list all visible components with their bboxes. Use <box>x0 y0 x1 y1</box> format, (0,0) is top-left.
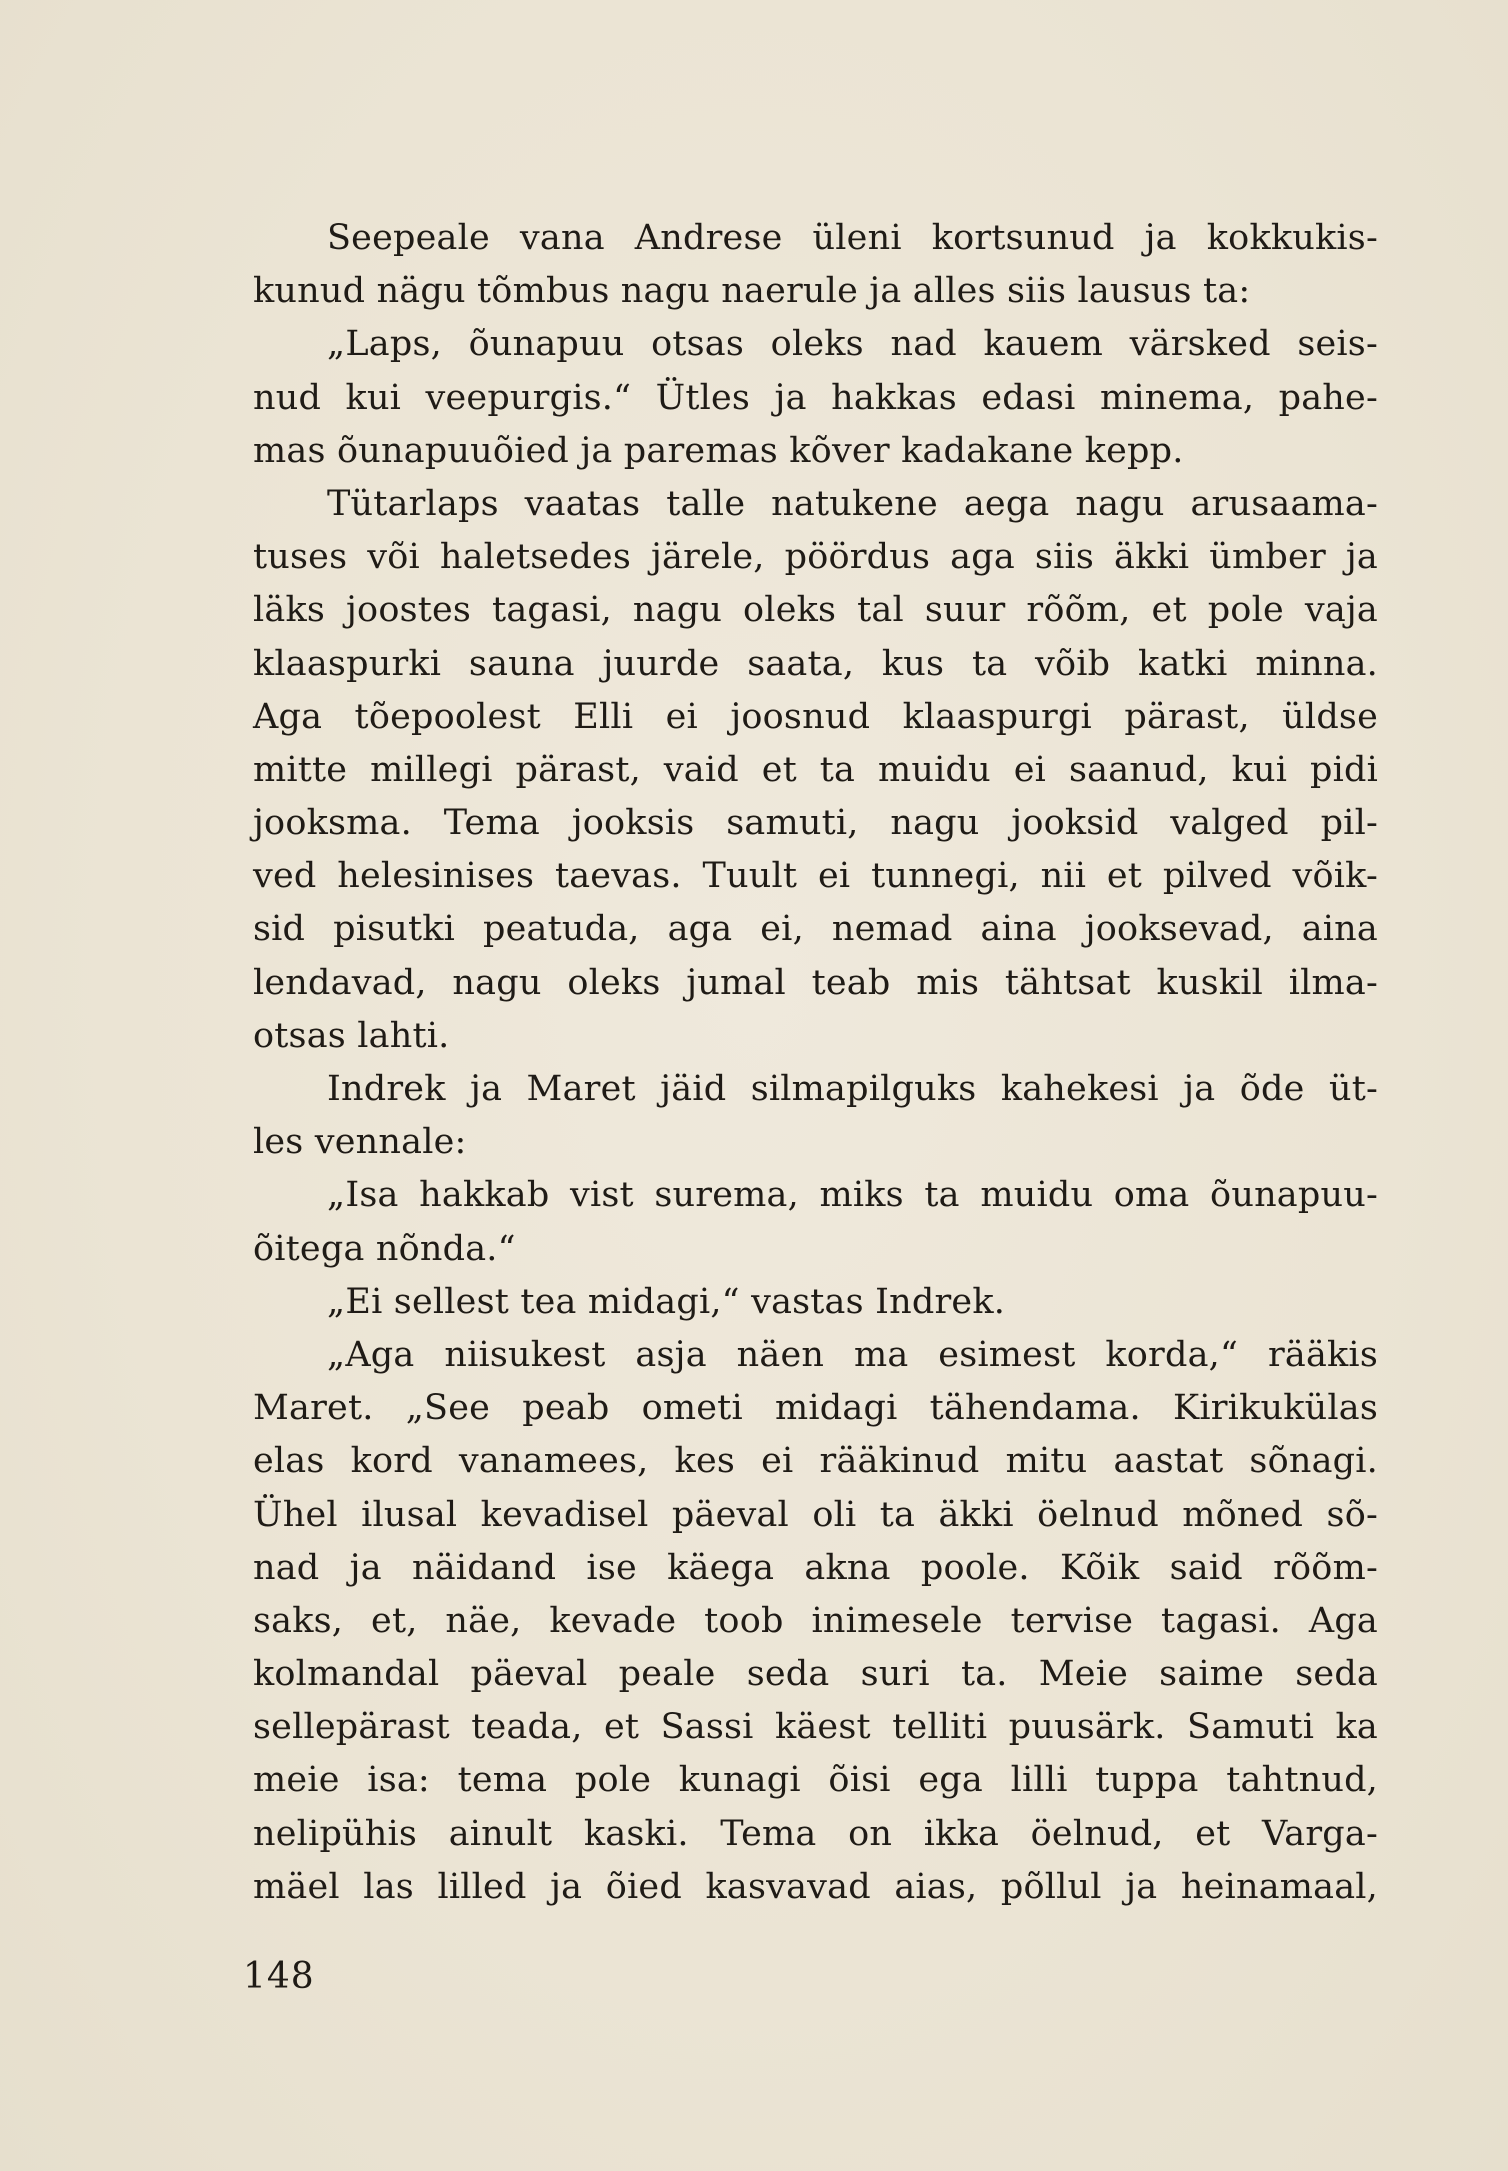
text-line: „Aga niisukest asja näen ma esimest korda,“ rääkis <box>327 1334 1378 1375</box>
text-line: kolmandal päeval peale seda suri ta. Meie saime seda <box>253 1654 1378 1695</box>
text-line: jooksma. Tema jooksis samuti, nagu jooksid valged pil- <box>253 803 1378 844</box>
text-line: elas kord vanamees, kes ei rääkinud mitu aastat sõnagi. <box>253 1441 1378 1482</box>
text-line: klaaspurki sauna juurde saata, kus ta võib katki minna. <box>253 643 1378 684</box>
text-line: Tütarlaps vaatas talle natukene aega nagu arusaama- <box>327 483 1378 524</box>
text-line: Indrek ja Maret jäid silmapilguks kahekesi ja õde üt- <box>327 1069 1378 1109</box>
text-line: ved helesinises taevas. Tuult ei tunnegi, nii et pilved võik- <box>253 856 1378 897</box>
text-line: lendavad, nagu oleks jumal teab mis tähtsat kuskil ilma- <box>253 962 1378 1003</box>
text-line: „Isa hakkab vist surema, miks ta muidu oma õunapuu- <box>327 1175 1378 1216</box>
text-line: sid pisutki peatuda, aga ei, nemad aina jooksevad, aina <box>253 909 1378 950</box>
text-line: tuses või haletsedes järele, pöördus aga siis äkki ümber ja <box>253 537 1378 578</box>
text-line: Ühel ilusal kevadisel päeval oli ta äkki öelnud mõned sõ- <box>253 1494 1378 1535</box>
text-line: läks joostes tagasi, nagu oleks tal suur rõõm, et pole vaja <box>253 590 1378 631</box>
text-line: mitte millegi pärast, vaid et ta muidu ei saanud, kui pidi <box>253 749 1378 790</box>
text-line: „Laps, õunapuu otsas oleks nad kauem värsked seis- <box>327 324 1378 365</box>
text-line: mas õunapuuõied ja paremas kõver kadakane kepp. <box>253 430 1184 471</box>
text-line: otsas lahti. <box>253 1015 450 1056</box>
text-line: meie isa: tema pole kunagi õisi ega lilli tuppa tahtnud, <box>253 1760 1378 1801</box>
text-line: Seepeale vana Andrese üleni kortsunud ja kokkukis- <box>327 218 1378 258</box>
text-line: sellepärast teada, et Sassi käest telliti puusärk. Samuti ka <box>253 1707 1378 1748</box>
text-line: „Ei sellest tea midagi,“ vastas Indrek. <box>327 1281 1006 1322</box>
text-line: nelipühis ainult kaski. Tema on ikka öelnud, et Varga- <box>253 1813 1378 1854</box>
text-line: nud kui veepurgis.“ Ütles ja hakkas edasi minema, pahe- <box>253 377 1378 418</box>
page-number: 148 <box>243 1956 315 1997</box>
text-line: kunud nägu tõmbus nagu naerule ja alles siis lausus ta: <box>253 271 1251 312</box>
text-line: saks, et, näe, kevade toob inimesele tervise tagasi. Aga <box>253 1600 1378 1641</box>
body-text <box>253 212 1378 1914</box>
text-line: nad ja näidand ise käega akna poole. Kõik said rõõm- <box>253 1547 1378 1588</box>
text-line: mäel las lilled ja õied kasvavad aias, põllul ja heinamaal, <box>253 1866 1378 1907</box>
text-line: õitega nõnda.“ <box>253 1228 516 1269</box>
text-line: Aga tõepoolest Elli ei joosnud klaaspurgi pärast, üldse <box>253 696 1378 737</box>
text-line: les vennale: <box>253 1122 467 1163</box>
text-line: Maret. „See peab ometi midagi tähendama. Kirikukülas <box>253 1388 1378 1429</box>
